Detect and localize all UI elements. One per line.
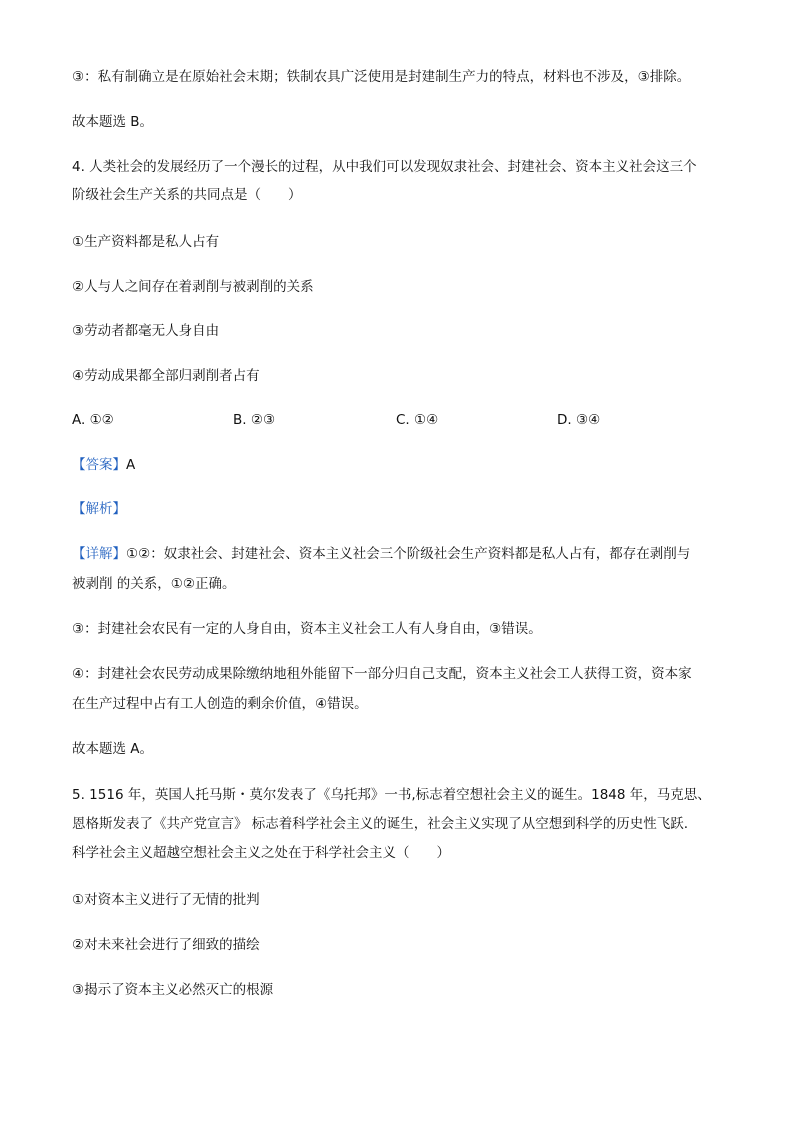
q4-statement-2: ②人与人之间存在着剥削与被剥削的关系 bbox=[72, 279, 314, 295]
answer-tag: 【答案】 bbox=[72, 457, 126, 473]
q4-conclusion: 故本题选 A。 bbox=[72, 741, 154, 757]
q4-option-b: B. ②③ bbox=[233, 412, 276, 428]
q5-stem-line2: 恩格斯发表了《共产党宣言》 标志着科学社会主义的诞生，社会主义实现了从空想到科学的历史性飞跃. bbox=[72, 816, 689, 832]
analysis-tag: 【解析】 bbox=[72, 501, 126, 517]
q4-analysis bbox=[72, 500, 126, 518]
q4-stem-line2: 阶级社会生产关系的共同点是（ ） bbox=[72, 187, 302, 203]
q5-statement-3: ③揭示了资本主义必然灭亡的根源 bbox=[72, 982, 274, 998]
q4-answer bbox=[72, 456, 135, 474]
q4-statement-4: ④劳动成果都全部归剥削者占有 bbox=[72, 368, 260, 384]
q5-stem-line1: 5. 1516 年，英国人托马斯・莫尔发表了《乌托邦》一书,标志着空想社会主义的诞生。1848 年，马克思、 bbox=[72, 787, 711, 803]
q4-detail-line1 bbox=[72, 545, 690, 563]
q4-statement-3: ③劳动者都毫无人身自由 bbox=[72, 323, 220, 339]
q5-statement-1: ①对资本主义进行了无情的批判 bbox=[72, 892, 260, 908]
q4-detail4-line1: ④：封建社会农民劳动成果除缴纳地租外能留下一部分归自己支配，资本主义社会工人获得工资，资本家 bbox=[72, 666, 692, 682]
prev-item-3: ③：私有制确立是在原始社会末期；铁制农具广泛使用是封建制生产力的特点，材料也不涉及，③排除。 bbox=[72, 69, 691, 85]
detail-tag: 【详解】 bbox=[72, 546, 126, 562]
q4-option-c: C. ①④ bbox=[396, 412, 439, 428]
q5-statement-2: ②对未来社会进行了细致的描绘 bbox=[72, 937, 260, 953]
q4-detail-3: ③：封建社会农民有一定的人身自由，资本主义社会工人有人身自由，③错误。 bbox=[72, 621, 542, 637]
q4-detail4-line2: 在生产过程中占有工人创造的剩余价值，④错误。 bbox=[72, 696, 368, 712]
prev-conclusion: 故本题选 B。 bbox=[72, 114, 154, 130]
q4-statement-1: ①生产资料都是私人占有 bbox=[72, 234, 220, 250]
detail-text-1: ①②：奴隶社会、封建社会、资本主义社会三个阶级社会生产资料都是私人占有，都存在剥削与 bbox=[126, 546, 691, 562]
q4-option-d: D. ③④ bbox=[557, 412, 601, 428]
q5-stem-line3: 科学社会主义超越空想社会主义之处在于科学社会主义（ ） bbox=[72, 845, 450, 861]
answer-value: A bbox=[126, 457, 136, 473]
q4-option-a: A. ①② bbox=[72, 412, 114, 428]
q4-stem-line1: 4. 人类社会的发展经历了一个漫长的过程，从中我们可以发现奴隶社会、封建社会、资本主义社会这三个 bbox=[72, 159, 697, 175]
q4-detail-line2: 被剥削 的关系，①②正确。 bbox=[72, 576, 236, 592]
